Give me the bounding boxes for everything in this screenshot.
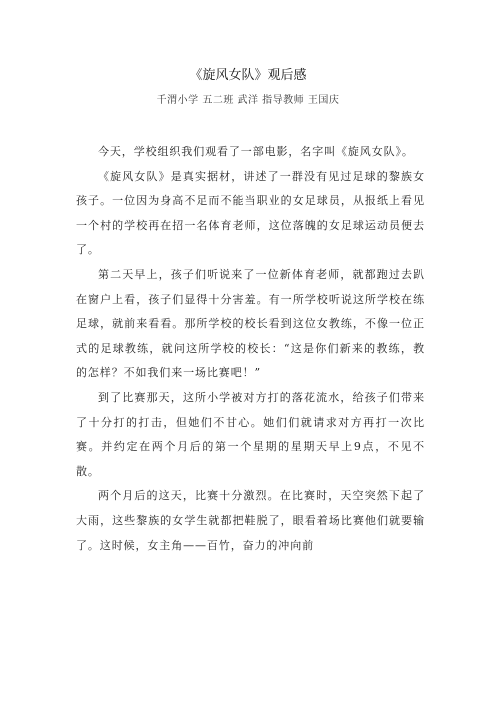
paragraph-4: 到了比赛那天，这所小学被对方打的落花流水，给孩子们带来了十分打的打击，但她们不甘心。她们们就请求对方再打一次比赛。并约定在两个月后的第一个星期的星期天早上9点，不见不散。	[76, 390, 425, 478]
document-title: 《旋风女队》观后感	[189, 68, 307, 83]
paragraph-3: 第二天早上，孩子们听说来了一位新体育老师，就都跑过去趴在窗户上看，孩子们显得十分害羞。有一所学校听说这所学校在练足球，就前来看看。那所学校的校长看到这位女教练，不像一位正式的足球教练，就问这所学校的校长：“这是你们新来的教练，教的怎样？不如我们来一场比赛吧！”	[76, 267, 425, 380]
author-byline: 千渭小学 五二班 武洋 指导教师 王国庆	[156, 95, 340, 106]
paragraph-1: 今天，学校组织我们观看了一部电影，名字叫《旋风女队》。	[98, 145, 414, 158]
paragraph-5: 两个月后的这天，比赛十分激烈。在比赛时，天空突然下起了大雨，这些黎族的女学生就都把鞋脱了，眼看着场比赛他们就要输了。这时候，女主角——百竹，奋力的冲向前	[76, 489, 425, 552]
paragraph-2: 《旋风女队》是真实据材，讲述了一群没有见过足球的黎族女孩子。一位因为身高不足而不能当职业的女足球员，从报纸上看见一个村的学校再在招一名体育老师，这位落魄的女足球运动员便去了。	[76, 169, 425, 257]
document-body	[76, 140, 425, 558]
